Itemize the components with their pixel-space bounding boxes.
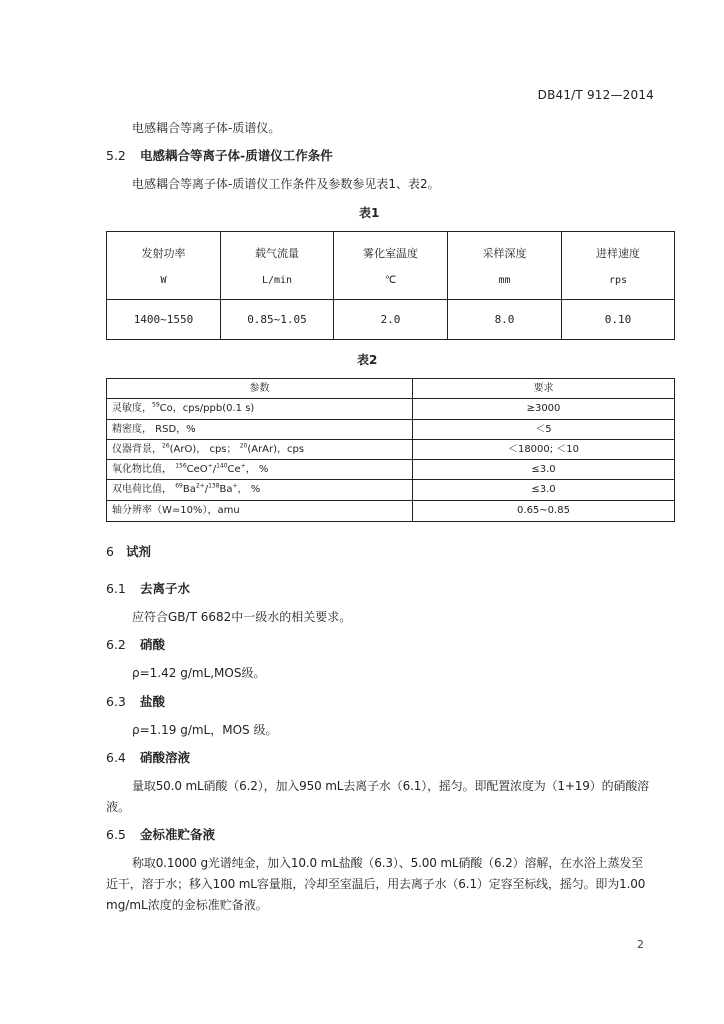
requirement-cell: ＜18000; ＜10 bbox=[507, 443, 580, 455]
param-cell bbox=[107, 501, 413, 521]
param-text: Ce bbox=[227, 464, 241, 476]
section-6-4-text-line: 液。 bbox=[106, 800, 131, 814]
section-6-3-text: ρ=1.19 g/mL，MOS 级。 bbox=[132, 723, 278, 737]
section-6-2-text: ρ=1.42 g/mL,MOS级。 bbox=[132, 666, 266, 680]
param-text: Ba bbox=[219, 484, 233, 496]
table1-value-row bbox=[107, 300, 674, 340]
section-number: 5.2 bbox=[106, 148, 126, 163]
section-6-1-heading bbox=[106, 582, 190, 596]
section-title: 金标准贮备液 bbox=[140, 827, 216, 842]
section-6-1-text: 应符合GB/T 6682中一级水的相关要求。 bbox=[132, 610, 352, 624]
column-unit: rps bbox=[608, 275, 628, 286]
ion-charge: 2+ bbox=[195, 483, 205, 491]
param-text: (ArO)， cps； bbox=[169, 443, 240, 455]
section-number: 6.4 bbox=[106, 750, 126, 765]
table2-caption: 表2 bbox=[357, 353, 378, 367]
column-unit: L/min bbox=[261, 275, 293, 286]
standard-number: DB41/T 912—2014 bbox=[537, 88, 654, 102]
column-unit: ℃ bbox=[384, 275, 397, 286]
param-text: Co，cps/ppb(0.1 s) bbox=[159, 403, 255, 415]
cell-value: 8.0 bbox=[494, 313, 515, 326]
section-6-2-heading bbox=[106, 638, 165, 652]
ion-charge: + bbox=[207, 462, 213, 470]
table1-header-cell bbox=[221, 232, 334, 299]
section-title: 去离子水 bbox=[140, 581, 191, 596]
isotope-mass: 20 bbox=[239, 442, 248, 450]
section-6-heading bbox=[106, 545, 151, 559]
section-5-2-heading bbox=[106, 149, 333, 163]
ion-charge: + bbox=[240, 462, 246, 470]
param-header: 参数 bbox=[107, 379, 413, 398]
table-row bbox=[107, 460, 674, 480]
intro-line: 电感耦合等离子体-质谱仪。 bbox=[132, 121, 281, 135]
column-label: 进样速度 bbox=[596, 247, 640, 260]
section-6-5-text-line: 近干，溶于水；移入100 mL容量瓶，冷却至室温后，用去离子水（6.1）定容至标线，摇匀。即为1.00 bbox=[106, 877, 646, 891]
table-row bbox=[107, 399, 674, 419]
param-text: 精密度， RSD，% bbox=[112, 423, 196, 435]
param-cell bbox=[107, 420, 413, 439]
param-cell bbox=[107, 460, 413, 479]
param-text: 仪器背景， bbox=[112, 443, 162, 455]
table1-value-cell bbox=[107, 300, 221, 340]
table1-caption: 表1 bbox=[359, 206, 380, 220]
table1-value-cell bbox=[448, 300, 562, 340]
requirement-cell: 0.65~0.85 bbox=[517, 504, 570, 516]
requirement-cell: ＜5 bbox=[535, 423, 552, 435]
table2 bbox=[106, 378, 675, 522]
requirement-cell: ≥3000 bbox=[526, 403, 561, 415]
section-title: 盐酸 bbox=[140, 694, 166, 709]
section-6-5-text-line: mg/mL浓度的金标准贮备液。 bbox=[106, 898, 268, 912]
param-cell bbox=[107, 399, 413, 418]
requirement-cell: ≤3.0 bbox=[531, 484, 556, 496]
table1-header-cell bbox=[334, 232, 448, 299]
section-5-2-text: 电感耦合等离子体-质谱仪工作条件及参数参见表1、表2。 bbox=[132, 177, 440, 191]
cell-value: 0.85~1.05 bbox=[247, 313, 307, 326]
section-number: 6.2 bbox=[106, 637, 126, 652]
table-row bbox=[107, 420, 674, 440]
table1 bbox=[106, 231, 675, 340]
param-text: / bbox=[204, 484, 209, 496]
column-unit: W bbox=[160, 275, 167, 286]
requirement-header: 要求 bbox=[533, 383, 554, 394]
table1-header-row bbox=[107, 232, 674, 300]
isotope-mass: 69 bbox=[175, 483, 183, 491]
table-row bbox=[107, 440, 674, 460]
isotope-mass: 26 bbox=[162, 442, 170, 450]
ion-charge: + bbox=[232, 483, 238, 491]
cell-value: 0.10 bbox=[604, 313, 632, 326]
param-text: / bbox=[212, 464, 217, 476]
section-number: 6.1 bbox=[106, 581, 126, 596]
param-text: 双电荷比值， bbox=[112, 484, 176, 496]
param-cell bbox=[107, 440, 413, 459]
table1-header-cell bbox=[562, 232, 674, 299]
section-6-4-text-line: 量取50.0 mL硝酸（6.2），加入950 mL去离子水（6.1），摇匀。即配置浓度为（1+19）的硝酸溶 bbox=[132, 779, 650, 793]
page-number: 2 bbox=[637, 938, 644, 951]
table2-header-row bbox=[107, 379, 674, 399]
section-title: 试剂 bbox=[126, 544, 152, 559]
section-6-5-text-line: 称取0.1000 g光谱纯金，加入10.0 mL盐酸（6.3）、5.00 mL硝酸（6.2）溶解，在水浴上蒸发至 bbox=[132, 856, 644, 870]
param-text: 氧化物比值， bbox=[112, 464, 176, 476]
param-text: 灵敏度， bbox=[112, 403, 152, 415]
param-text: ， % bbox=[237, 484, 261, 496]
cell-value: 1400~1550 bbox=[133, 313, 194, 326]
cell-value: 2.0 bbox=[380, 313, 401, 326]
isotope-mass: 138 bbox=[208, 483, 220, 491]
column-label: 采样深度 bbox=[482, 247, 527, 260]
isotope-mass: 59 bbox=[152, 401, 160, 409]
column-unit: mm bbox=[498, 275, 511, 286]
section-number: 6 bbox=[106, 544, 114, 559]
param-text: 轴分辨率（W=10%），amu bbox=[112, 504, 240, 516]
column-label: 雾化室温度 bbox=[363, 247, 418, 260]
section-6-3-heading bbox=[106, 695, 165, 709]
section-number: 6.5 bbox=[106, 827, 126, 842]
table1-value-cell bbox=[334, 300, 448, 340]
param-text: ， % bbox=[245, 464, 269, 476]
table-row bbox=[107, 501, 674, 521]
isotope-mass: 140 bbox=[216, 462, 228, 470]
param-text: Ba bbox=[182, 484, 196, 496]
table1-value-cell bbox=[221, 300, 334, 340]
table1-header-cell bbox=[107, 232, 221, 299]
section-6-5-heading bbox=[106, 828, 215, 842]
table-row bbox=[107, 480, 674, 500]
column-label: 载气流量 bbox=[255, 247, 299, 260]
section-title: 硝酸溶液 bbox=[140, 750, 191, 765]
requirement-cell: ≤3.0 bbox=[531, 464, 556, 476]
table1-header-cell bbox=[448, 232, 562, 299]
param-text: (ArAr)，cps bbox=[247, 443, 305, 455]
param-text: CeO bbox=[186, 464, 208, 476]
param-cell bbox=[107, 480, 413, 499]
section-number: 6.3 bbox=[106, 694, 126, 709]
section-title: 电感耦合等离子体-质谱仪工作条件 bbox=[140, 148, 333, 163]
column-label: 发射功率 bbox=[141, 247, 186, 260]
section-title: 硝酸 bbox=[140, 637, 166, 652]
section-6-4-heading bbox=[106, 751, 190, 765]
table1-value-cell bbox=[562, 300, 674, 340]
isotope-mass: 156 bbox=[175, 462, 187, 470]
